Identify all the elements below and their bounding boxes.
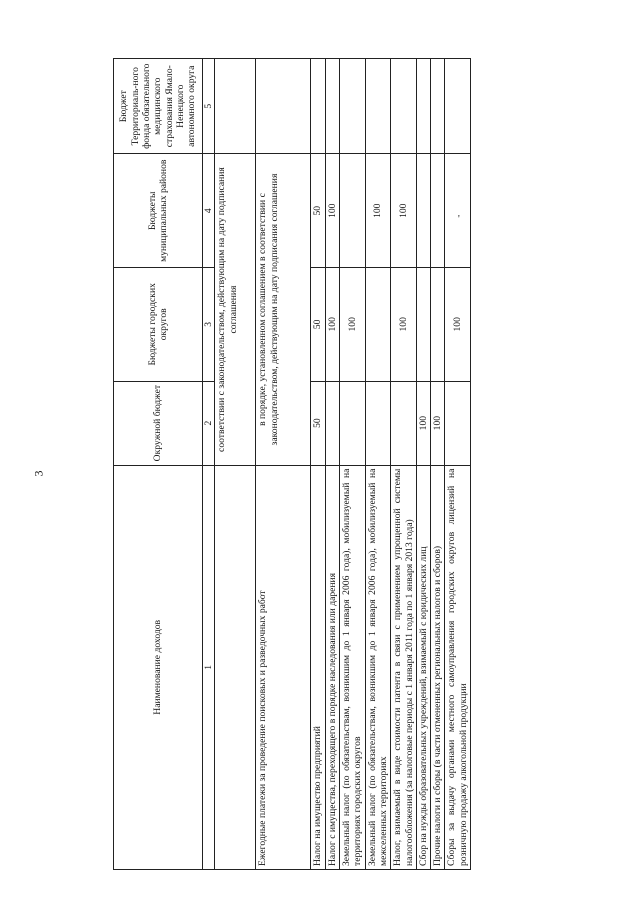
merged-cell: соответствии с законодательством, действующим на дату подписания соглашения (215, 154, 256, 465)
table-row (325, 59, 339, 870)
revenue-distribution-table (113, 58, 471, 870)
cell-col3 (365, 268, 391, 382)
row-name: Сбор на нужды образовательных учреждений, взимаемый с юридических лиц (416, 465, 430, 869)
cell-col4 (431, 154, 445, 268)
page-number: 3 (31, 470, 46, 477)
row-name: Налог на имущество предприятий (311, 465, 325, 869)
cell-col2: 100 (431, 381, 445, 465)
header-name: Наименование доходов (114, 465, 203, 869)
cell-col5 (311, 59, 325, 154)
table-row (416, 59, 430, 870)
cell-col2: 100 (416, 381, 430, 465)
index-cell: 2 (203, 381, 215, 465)
rotated-table-container (113, 58, 557, 870)
cell-col3: 100 (325, 268, 339, 382)
index-cell: 5 (203, 59, 215, 154)
row-name: Сборы за выдачу органами местного самоуправления городских округов лицензий на розничную продажу алкогольной продукции (445, 465, 471, 869)
table-row (215, 59, 256, 870)
row-name: Налог, взимаемый в виде стоимости патента в связи с применением упрощенной системы налогообложения (за налоговые периоды с 1 января 2011 года по 1 января 2013 года) (391, 465, 417, 869)
cell-col2 (365, 381, 391, 465)
merged-cell: в порядке, установленном соглашением в соответствии с законодательством, действующим на дату подписания соглашения (256, 154, 311, 465)
cell-col3: 100 (445, 268, 471, 382)
header-col3: Бюджеты городских округов (114, 268, 203, 382)
cell-col4: 100 (391, 154, 417, 268)
header-col5: Бюджет Территориаль-ного фонда обязательного медицинского страхования Ямало-Ненецкого автономного округа (114, 59, 203, 154)
cell-col3 (416, 268, 430, 382)
header-col2: Окружной бюджет (114, 381, 203, 465)
cell-col4 (416, 154, 430, 268)
table-row (339, 59, 365, 870)
table-row (365, 59, 391, 870)
table-row (445, 59, 471, 870)
cell-col4: 50 (311, 154, 325, 268)
cell-col3: 50 (311, 268, 325, 382)
row-name: Прочие налоги и сборы (в части отмененных региональных налогов и сборов) (431, 465, 445, 869)
cell-col5 (339, 59, 365, 154)
index-row (203, 59, 215, 870)
cell-col5 (325, 59, 339, 154)
cell-col4 (339, 154, 365, 268)
index-cell: 4 (203, 154, 215, 268)
cell-col3 (431, 268, 445, 382)
table-row (431, 59, 445, 870)
cell-col2 (445, 381, 471, 465)
row-name: Земельный налог (по обязательствам, возникшим до 1 января 2006 года), мобилизуемый на межселенных территориях (365, 465, 391, 869)
cell-col4: 100 (365, 154, 391, 268)
table-row (311, 59, 325, 870)
cell-col5 (431, 59, 445, 154)
header-col4: Бюджеты муниципальных районов (114, 154, 203, 268)
header-row (114, 59, 203, 870)
cell-col4: 100 (325, 154, 339, 268)
table-row (256, 59, 311, 870)
cell-col5 (445, 59, 471, 154)
cell-col2 (339, 381, 365, 465)
table-row (391, 59, 417, 870)
cell-col5 (365, 59, 391, 154)
row-name (215, 465, 256, 869)
row-name: Ежегодные платежи за проведение поисковых и разведочных работ (256, 465, 311, 869)
cell-col2 (391, 381, 417, 465)
row-name: Налог с имущества, переходящего в порядке наследования или дарения (325, 465, 339, 869)
cell-col4 (445, 154, 471, 268)
cell-col5 (391, 59, 417, 154)
cell-col5 (256, 59, 311, 154)
index-cell: 3 (203, 268, 215, 382)
cell-col3: 100 (339, 268, 365, 382)
cell-col3: 100 (391, 268, 417, 382)
cell-col5 (215, 59, 256, 154)
row-name: Земельный налог (по обязательствам, возникшим до 1 января 2006 года), мобилизуемый на территориях городских округов (339, 465, 365, 869)
stray-mark: ' (458, 214, 460, 225)
cell-col2: 50 (311, 381, 325, 465)
cell-col5 (416, 59, 430, 154)
cell-col2 (325, 381, 339, 465)
index-cell: 1 (203, 465, 215, 869)
